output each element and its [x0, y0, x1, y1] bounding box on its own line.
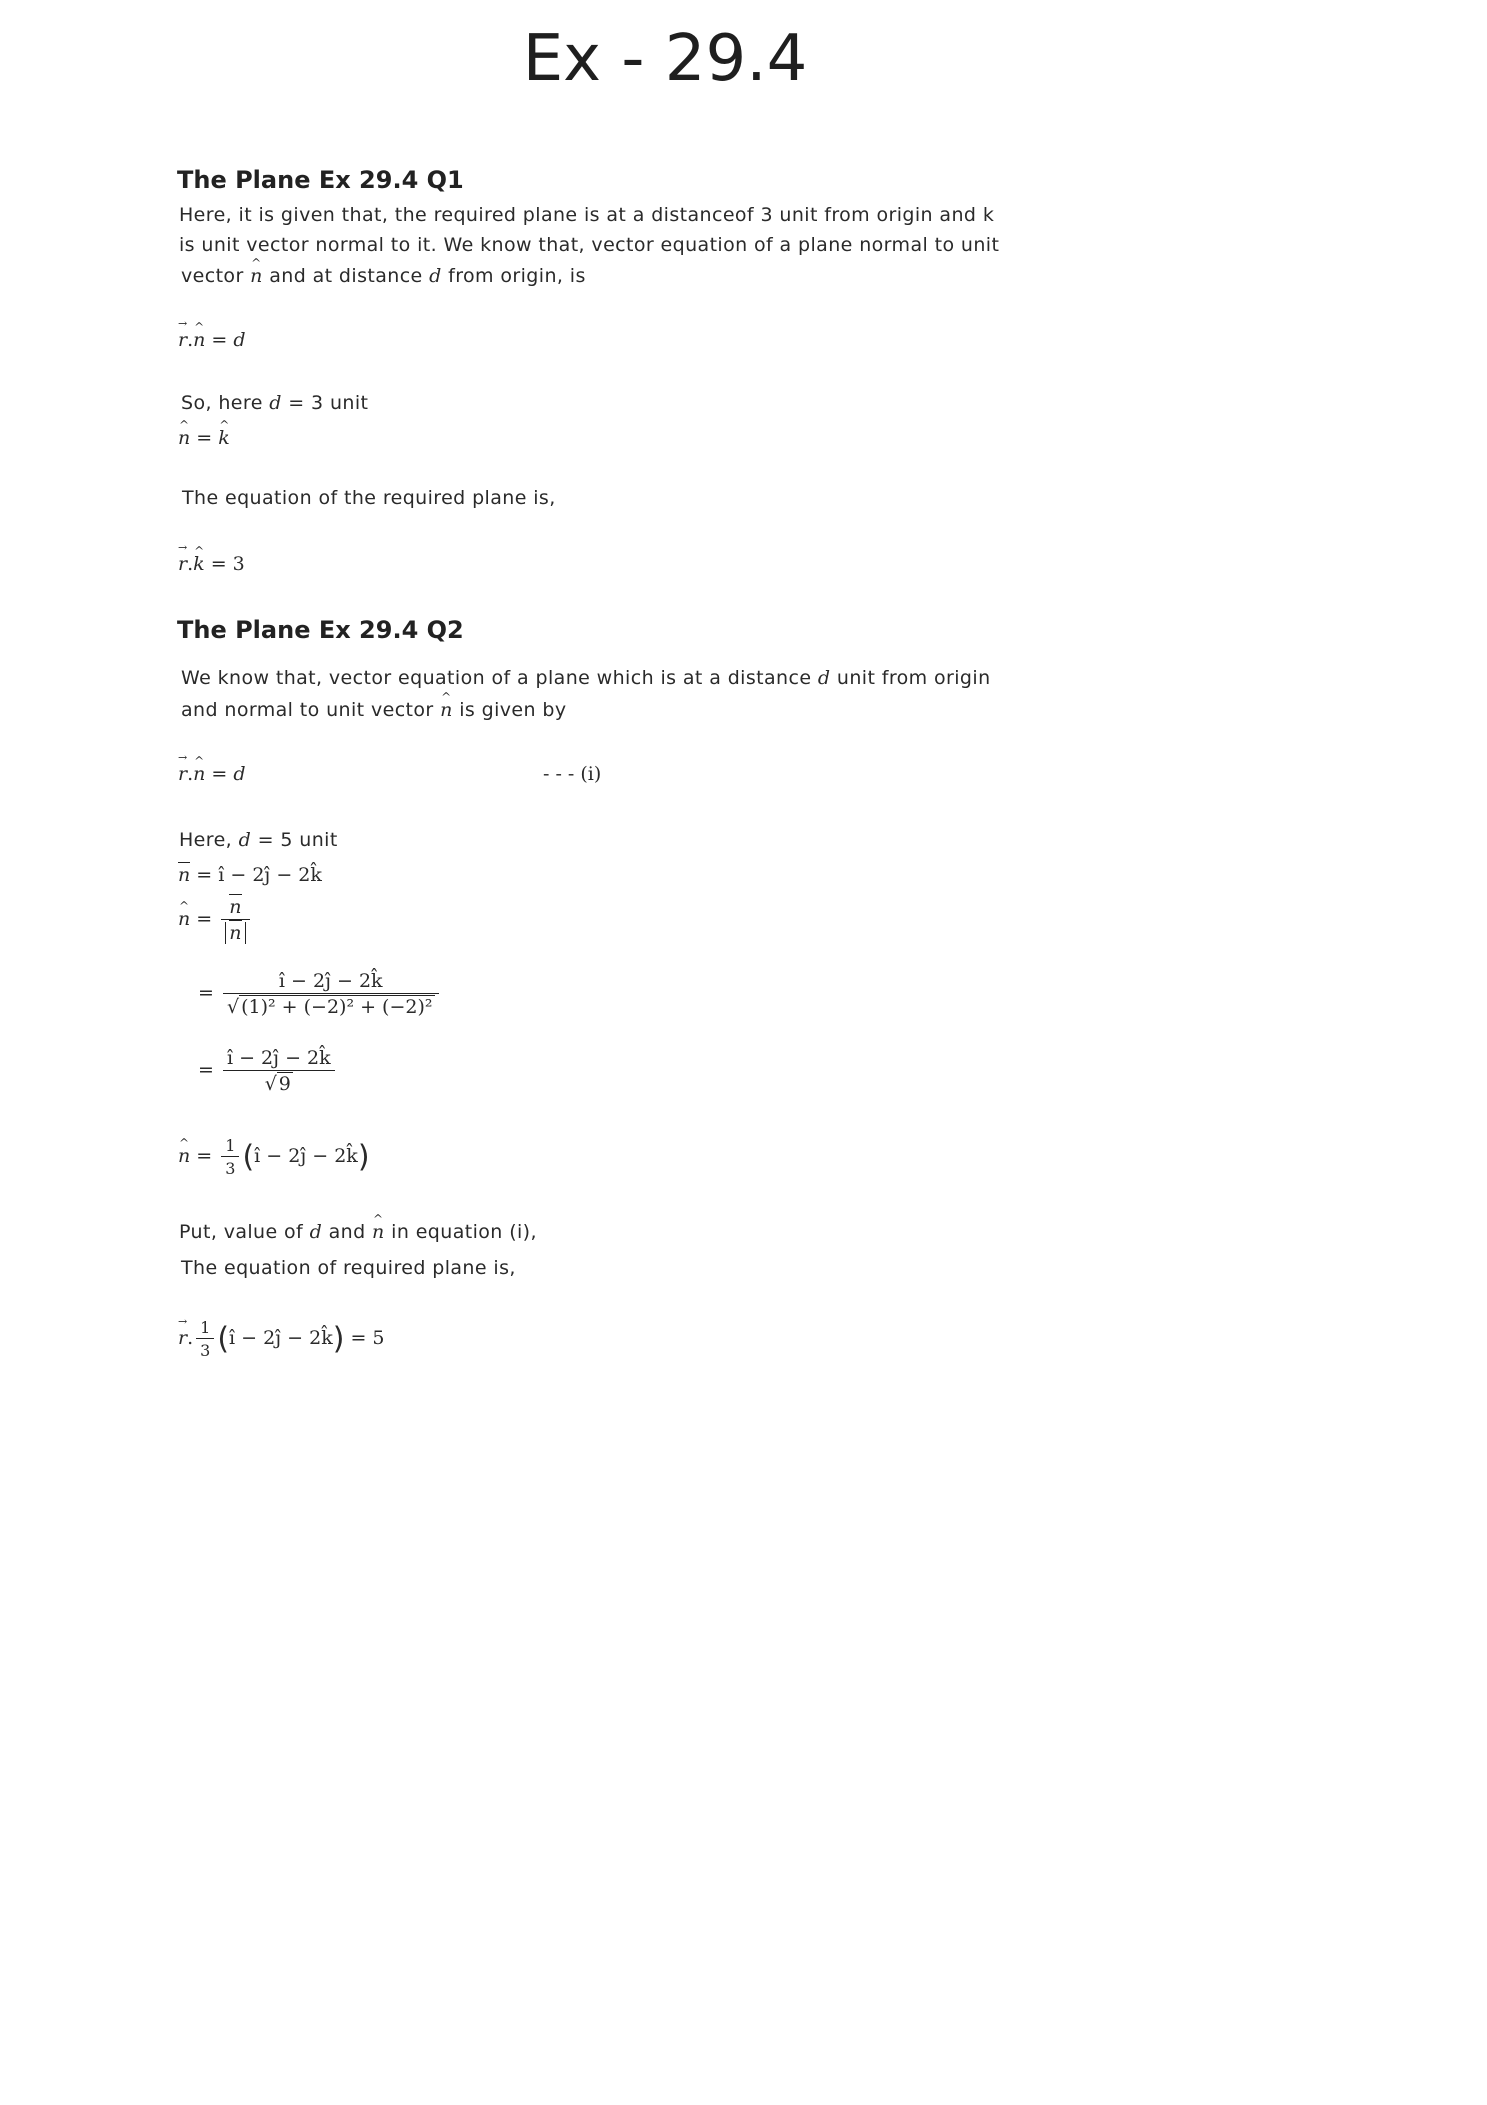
q2-intro-part-a: We know that, vector equation of a plane which is at a distance [181, 667, 812, 689]
q1-heading: The Plane Ex 29.4 Q1 [177, 166, 464, 194]
q2-here-line [179, 829, 338, 851]
n-bar-symbol: n [178, 864, 191, 886]
q2-magnitude-step: = $\frac{î - 2ĵ - 2k̂}{\text{√ (1)² + (−2)² + (−2)²}}$ [198, 970, 442, 1018]
d-symbol: d [233, 329, 246, 351]
q2-intro-part-d: is given by [459, 699, 567, 721]
r-vector-symbol: r → [178, 763, 187, 785]
d-symbol: d [429, 265, 442, 287]
q2-intro-line-2 [181, 699, 566, 721]
q2-n-vector-line [178, 864, 322, 886]
q1-result-equation: r →.k ^ = 3 [178, 553, 245, 575]
n-hat-symbol: n ^ [440, 699, 453, 721]
n-hat-symbol: n ^ [178, 908, 190, 930]
q2-vector-equation: r →.n ^ = d [178, 763, 246, 785]
q2-n-hat-definition: n ^ = $\frac{n}{n}$ [178, 896, 253, 944]
q2-intro-part-c: and normal to unit vector [181, 699, 434, 721]
q2-put-c: in equation [391, 1221, 503, 1243]
n-hat-symbol: n ^ [372, 1221, 385, 1243]
q2-put-b: and [328, 1221, 366, 1243]
n-hat-fraction: $\frac{n}{n}$ [221, 896, 249, 944]
r-vector-symbol: r → [178, 553, 187, 575]
q1-so-here-label: So, here [181, 392, 263, 414]
q2-put-a: Put, value of [179, 1221, 304, 1243]
q2-final-equation: r →. $\frac{1}{3}$ (î − 2ĵ − 2k̂) = 5 [178, 1318, 385, 1360]
q2-put-d: (i), [509, 1221, 537, 1243]
q1-so-here [181, 392, 368, 414]
q2-final-rhs: = 5 [350, 1327, 385, 1349]
n-hat-symbol: n ^ [250, 265, 263, 287]
q2-n-vector-rhs: = î − 2ĵ − 2k̂ [196, 864, 322, 886]
page-title: Ex - 29.4 [522, 22, 808, 96]
d-symbol: d [233, 763, 246, 785]
d-symbol: d [269, 392, 282, 414]
sqrt-expression: √ (1)² + (−2)² + (−2)² [226, 996, 433, 1018]
q1-n-equals-k: n ^ = k ^ [178, 427, 230, 449]
q2-equation-tag: - - - (i) [543, 763, 602, 785]
n-hat-symbol: n ^ [193, 763, 205, 785]
q1-intro-vector-word: vector [181, 265, 244, 287]
q1-intro-distance-word: and at distance [269, 265, 423, 287]
q2-intro-line-1 [181, 667, 991, 689]
q2-put-line [179, 1221, 537, 1243]
q2-sqrt9-step: = $\frac{î - 2ĵ - 2k̂}{√ 9}$ [198, 1047, 338, 1095]
r-vector-symbol: r → [178, 1327, 187, 1349]
q2-intro-part-b: unit from origin [836, 667, 991, 689]
n-hat-symbol: n ^ [178, 1145, 190, 1167]
q1-intro-line-3 [181, 265, 586, 287]
d-symbol: d [238, 829, 252, 851]
q1-intro-line-1: Here, it is given that, the required plane is at a distanceof 3 unit from origin and k [179, 204, 995, 226]
r-vector-symbol: r → [178, 329, 187, 351]
q2-equation-intro: The equation of required plane is, [181, 1257, 516, 1279]
q1-intro-from-origin: from origin, is [448, 265, 586, 287]
q1-intro-line-2: is unit vector normal to it. We know that, vector equation of a plane normal to unit [179, 234, 1000, 256]
d-symbol: d [309, 1221, 323, 1243]
magnitude-fraction: $\frac{î - 2ĵ - 2k̂}{\text{√ (1)² + (−2)² + (−2)²}}$ [223, 970, 439, 1018]
q1-equation-intro: The equation of the required plane is, [182, 487, 556, 509]
one-third-fraction: $\frac{1}{3}$ [196, 1318, 214, 1360]
q1-so-here-value: = 3 unit [288, 392, 369, 414]
q2-here-value: = 5 unit [257, 829, 338, 851]
q1-result-rhs: = 3 [210, 553, 245, 575]
one-third-fraction: $\frac{1}{3}$ [221, 1136, 239, 1178]
n-hat-symbol: n ^ [178, 427, 190, 449]
q1-vector-equation: r →.n ^ = d [178, 329, 246, 351]
q2-n-hat-result: n ^ = $\frac{1}{3}$ (î − 2ĵ − 2k̂) [178, 1136, 370, 1178]
k-hat-symbol: k ^ [218, 427, 230, 449]
q2-heading: The Plane Ex 29.4 Q2 [177, 616, 464, 644]
n-hat-symbol: n ^ [193, 329, 205, 351]
q2-here-label: Here, [179, 829, 233, 851]
k-hat-symbol: k ^ [193, 553, 205, 575]
d-symbol: d [817, 667, 831, 689]
magnitude-n: n [225, 922, 245, 944]
sqrt9-fraction: $\frac{î - 2ĵ - 2k̂}{√ 9}$ [223, 1047, 335, 1095]
